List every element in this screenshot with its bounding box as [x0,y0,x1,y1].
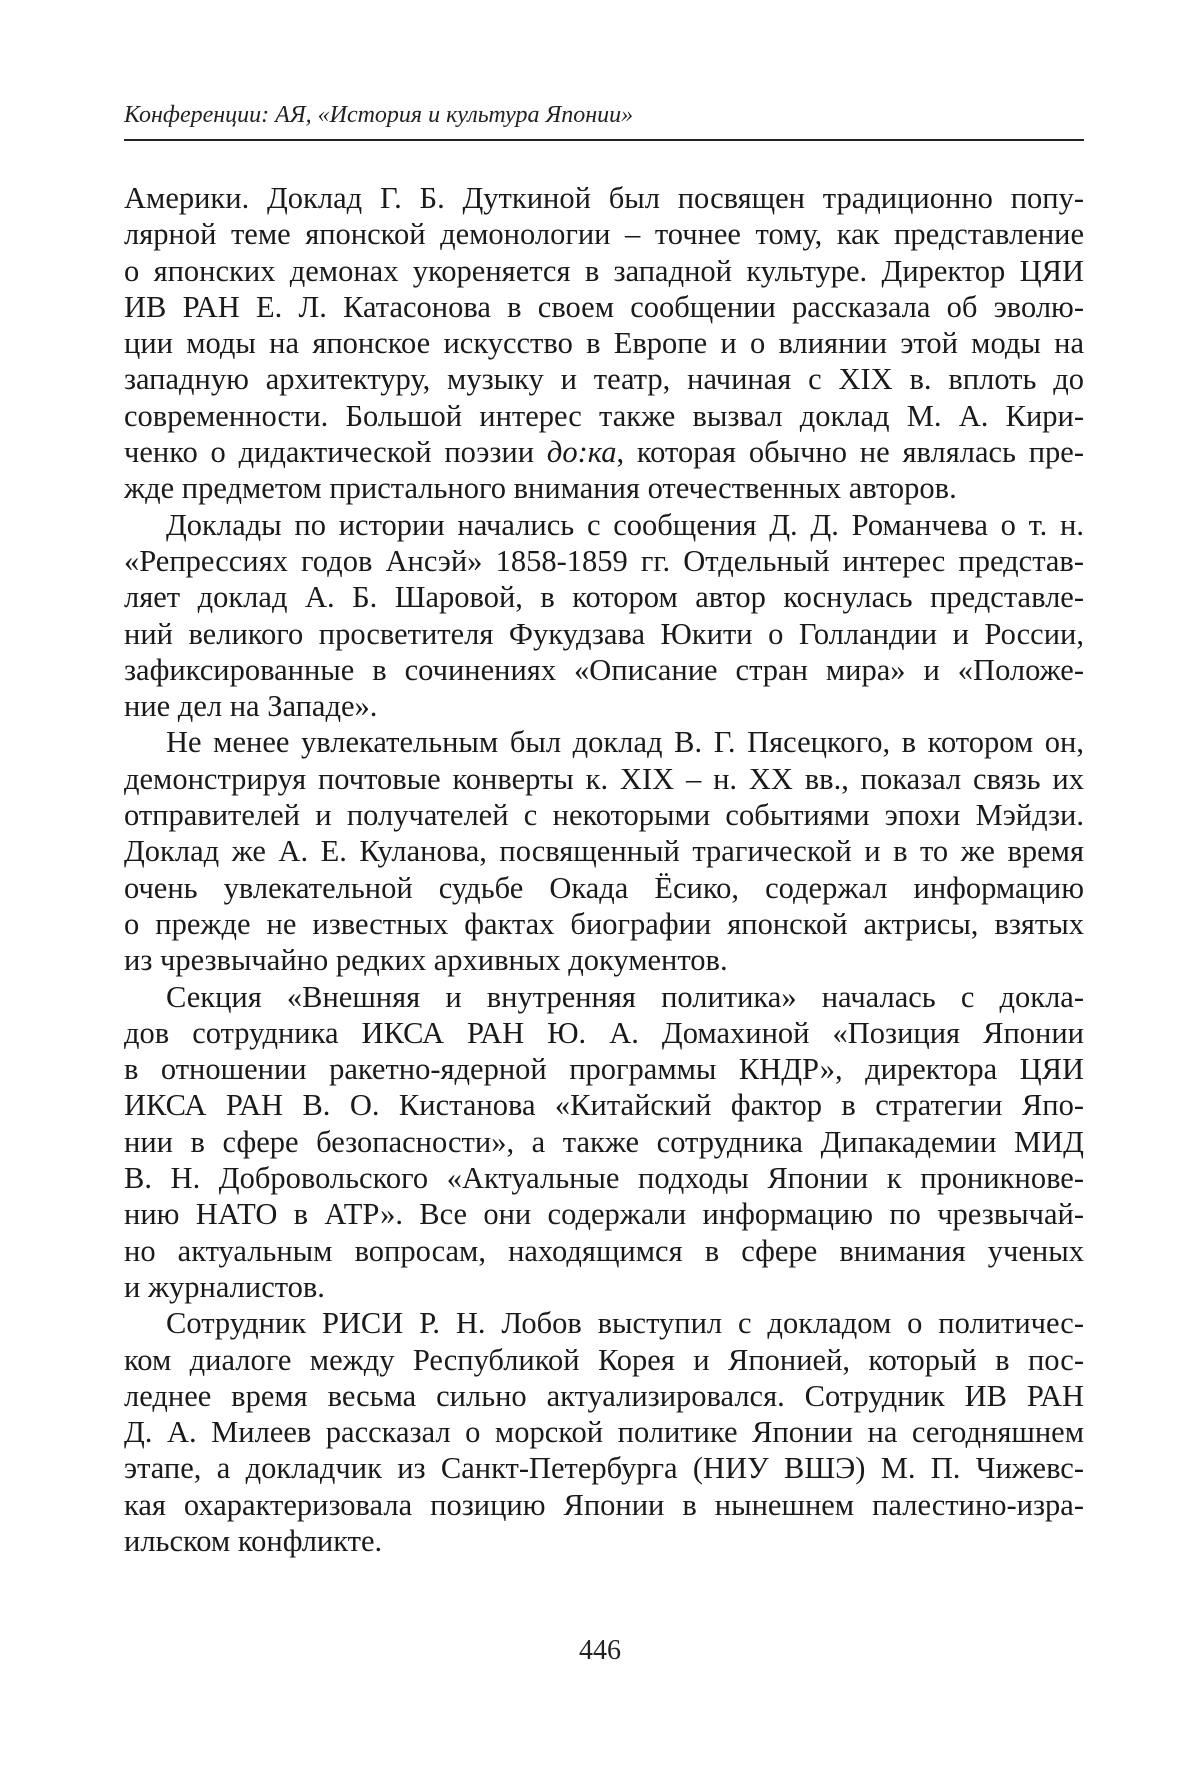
text-line: Америки. Доклад Г. Б. Дуткиной был посвящен традиционно попу- [124,181,1084,215]
text-line-first: Не менее увлекательным был доклад В. Г. Пясецкого, в котором он, [166,725,1084,760]
text-line-first: Секция «Внешняя и внутренняя политика» началась с докла- [166,979,1084,1014]
line-segment: ченко о дидактической поэзии [124,435,547,470]
text-line: ком диалоге между Республикой Корея и Японией, который в пос- [124,1342,1084,1377]
header-rule [124,139,1084,141]
paragraph-3 [124,724,1084,978]
text-line-last: из чрезвычайно редких архивных документов. [124,943,728,978]
text-line: современности. Большой интерес также вызвал доклад М. А. Кири- [124,398,1084,433]
running-header: Конференции: АЯ, «История и культура Японии» [124,102,634,128]
text-line: ляет доклад А. Б. Шаровой, в котором автор коснулась представле- [124,580,1084,615]
text-line-first: Сотрудник РИСИ Р. Н. Лобов выступил с докладом о политичес- [166,1306,1084,1341]
text-line: отправителей и получателей с некоторыми событиями эпохи Мэйдзи. [124,798,1084,833]
text-line: но актуальным вопросам, находящимся в сфере внимания ученых [124,1233,1084,1268]
text-line-last: жде предметом пристального внимания отечественных авторов. [124,471,957,506]
text-line: ний великого просветителя Фукудзава Юкити о Голландии и России, [124,616,1084,651]
text-line: о прежде не известных фактах биографии японской актрисы, взятых [124,906,1084,941]
text-line: ИВ РАН Е. Л. Катасонова в своем сообщении рассказала об эволю- [124,289,1084,324]
text-line: В. Н. Добровольского «Актуальные подходы Японии к проникнове- [124,1161,1084,1196]
text-line-first: Доклады по истории начались с сообщения Д. Д. Романчева о т. н. [166,507,1084,542]
text-line: Доклад же А. Е. Куланова, посвященный трагической и в то же время [124,834,1084,869]
text-line: зафиксированные в сочинениях «Описание стран мира» и «Положе- [124,652,1084,687]
text-line-last: и журналистов. [124,1269,325,1304]
text-line: леднее время весьма сильно актуализировался. Сотрудник ИВ РАН [124,1378,1084,1413]
text-line: западную архитектуру, музыку и театр, начиная с XIX в. вплоть до [124,362,1084,397]
body-text [124,180,1084,1559]
text-line: Д. А. Милеев рассказал о морской политике Японии на сегодняшнем [124,1415,1084,1450]
text-line: нии в сфере безопасности», а также сотрудника Дипакадемии МИД [124,1124,1084,1159]
paragraph-1 [124,180,1084,507]
text-line: о японских демонах укореняется в западной культуре. Директор ЦЯИ [124,253,1084,288]
text-line: очень увлекательной судьбе Окада Ёсико, содержал информацию [124,870,1084,905]
paragraph-4 [124,979,1084,1306]
text-line-last: ильском конфликте. [124,1523,383,1558]
page-number: 446 [579,1635,621,1666]
text-line: лярной теме японской демонологии – точнее тому, как представление [124,217,1084,252]
paragraph-5 [124,1305,1084,1559]
text-line: кая охарактеризовала позицию Японии в нынешнем палестино-изра- [124,1487,1084,1522]
text-line: ции моды на японское искусство в Европе и о влиянии этой моды на [124,326,1084,361]
text-line: ИКСА РАН В. О. Кистанова «Китайский фактор в стратегии Япо- [124,1088,1084,1123]
italic-term: до:ка [546,435,617,470]
line-segment: , которая обычно не являлась пре- [616,435,1085,470]
text-line: дов сотрудника ИКСА РАН Ю. А. Домахиной «Позиция Японии [124,1015,1084,1050]
text-line: «Репрессиях годов Ансэй» 1858-1859 гг. Отдельный интерес представ- [124,543,1084,578]
text-line: демонстрируя почтовые конверты к. XIX – н. XX вв., показал связь их [124,761,1084,796]
text-line: в отношении ракетно-ядерной программы КНДР», директора ЦЯИ [124,1052,1084,1087]
text-line: этапе, а докладчик из Санкт-Петербурга (НИУ ВШЭ) М. П. Чижевс- [124,1451,1084,1486]
text-line: нию НАТО в АТР». Все они содержали информацию по чрезвычай- [124,1197,1084,1232]
paragraph-2 [124,507,1084,725]
text-line-with-italic-term [124,434,1084,470]
text-line-last: ние дел на Западе». [124,689,378,724]
